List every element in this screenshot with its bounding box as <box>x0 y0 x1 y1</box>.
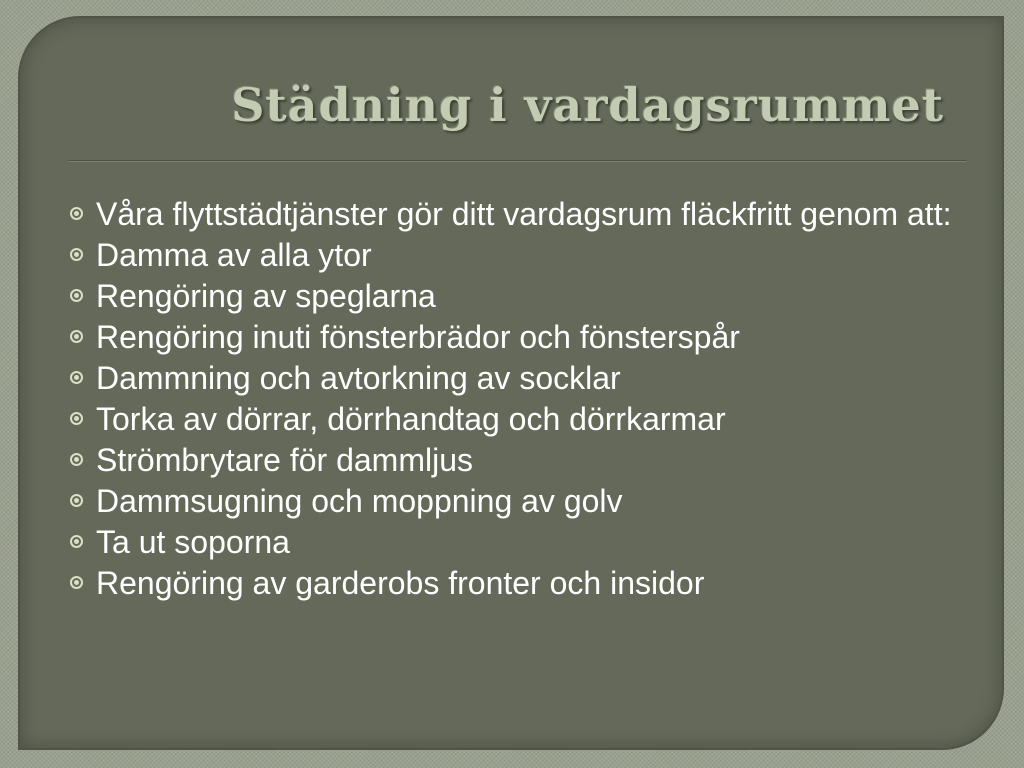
bullet-text: Ta ut soporna <box>96 524 290 560</box>
bullet-item <box>68 235 968 276</box>
bullet-item <box>68 358 968 399</box>
bullet-item <box>68 440 968 481</box>
circled-dot-icon <box>70 248 83 261</box>
title-divider <box>68 160 966 162</box>
bullet-text: Dammning och avtorkning av socklar <box>96 360 621 396</box>
slide-panel <box>18 16 1004 750</box>
bullet-text: Våra flyttstädtjänster gör ditt vardagsrum fläckfritt genom att: <box>96 196 952 232</box>
bullet-text: Dammsugning och moppning av golv <box>96 483 623 519</box>
bullet-text: Damma av alla ytor <box>96 237 372 273</box>
bullet-item <box>68 317 968 358</box>
circled-dot-icon <box>70 289 83 302</box>
circled-dot-icon <box>70 535 83 548</box>
bullet-item <box>68 563 968 604</box>
bullet-item <box>68 522 968 563</box>
circled-dot-icon <box>70 330 83 343</box>
circled-dot-icon <box>70 412 83 425</box>
circled-dot-icon <box>70 576 83 589</box>
bullet-item <box>68 276 968 317</box>
bullet-text: Torka av dörrar, dörrhandtag och dörrkarmar <box>96 401 726 437</box>
circled-dot-icon <box>70 371 83 384</box>
circled-dot-icon <box>70 494 83 507</box>
slide-title: Städning i vardagsrummet <box>231 78 944 132</box>
circled-dot-icon <box>70 207 83 220</box>
bullet-text: Rengöring inuti fönsterbrädor och fönsterspår <box>96 319 740 355</box>
bullet-list <box>68 194 968 604</box>
bullet-text: Rengöring av garderobs fronter och insidor <box>96 565 705 601</box>
circled-dot-icon <box>70 453 83 466</box>
bullet-item <box>68 399 968 440</box>
bullet-text: Strömbrytare för dammljus <box>96 442 473 478</box>
bullet-text: Rengöring av speglarna <box>96 278 436 314</box>
bullet-item <box>68 481 968 522</box>
bullet-item <box>68 194 968 235</box>
